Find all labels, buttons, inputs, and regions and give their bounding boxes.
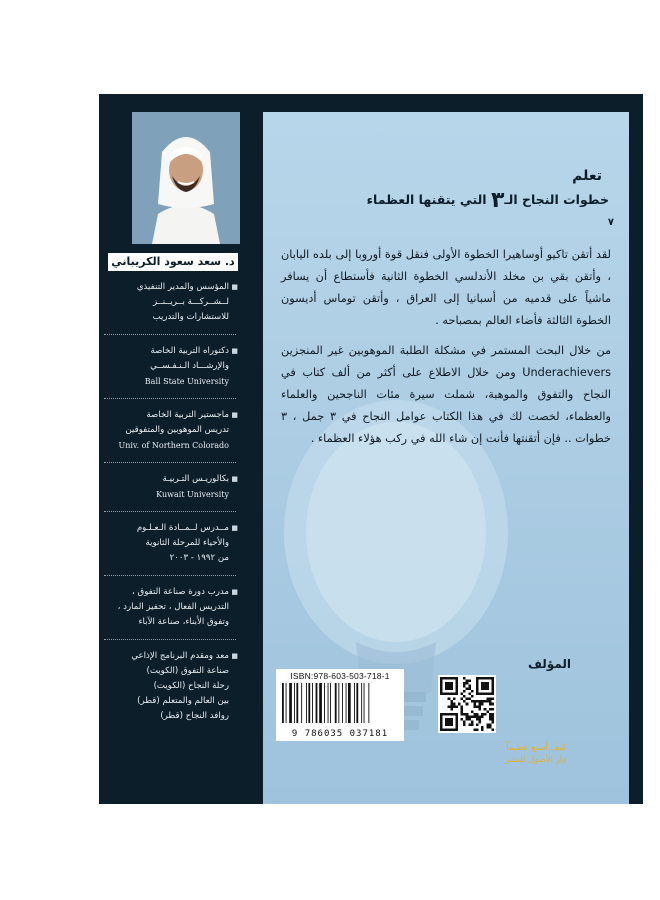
publisher-line: دار الأصول للنشر bbox=[505, 755, 566, 765]
divider bbox=[104, 462, 236, 463]
divider bbox=[104, 398, 236, 399]
bio-line: صناعة التفوق (الكويت) bbox=[146, 666, 229, 676]
english-term: Underachievers bbox=[522, 366, 611, 379]
bullet-icon: ■ bbox=[231, 347, 238, 355]
bullet-icon: ■ bbox=[231, 524, 238, 532]
bio-line: دكتوراه التربية الخاصة bbox=[150, 346, 229, 356]
author-photo bbox=[132, 112, 240, 244]
barcode bbox=[276, 669, 404, 741]
qr-code-icon[interactable] bbox=[438, 675, 496, 733]
title-sub: ٧ bbox=[607, 217, 614, 228]
blurb-paragraph: لقد أتقن تاكيو أوساهيرا الخطوة الأولى فنقل قوة أوروبا إلى بلده اليابان ، وأتقن بقي بن مخلد الأندلسي الخطوة الثانية فأستطاع أن يسافر ماشياً على قدميه من أسبانيا إلى العراق ، وأتقن توماس أديسون الخطوة الثالثة فأضاء العالم بمصباحه . bbox=[281, 248, 611, 327]
bullet-icon: ■ bbox=[231, 411, 238, 419]
bio-line-english: Ball State University bbox=[144, 377, 229, 386]
bio-line: لــشــركـــة بــريــنــز bbox=[152, 297, 229, 307]
bio-line: ماجستير التربية الخاصة bbox=[146, 410, 229, 420]
bio-line-english: Kuwait University bbox=[156, 490, 229, 499]
divider bbox=[104, 511, 236, 512]
bio-item bbox=[104, 280, 238, 325]
bio-line: بكالوريـس التـربيـة bbox=[162, 474, 229, 484]
author-name: د. سعد سعود الكريباني bbox=[108, 253, 238, 271]
divider bbox=[104, 639, 236, 640]
blurb bbox=[281, 244, 611, 458]
isbn-text: ISBN:978-603-503-718-1 bbox=[290, 671, 390, 681]
bio-line: من ١٩٩٢ - ٢٠٠٣ bbox=[169, 553, 229, 563]
bio-line: للاستشارات والتدريب bbox=[152, 312, 229, 322]
bio-line: تدريس الموهوبين والمتفوقين bbox=[125, 425, 229, 435]
title-part: التي يتقنها العظماء bbox=[366, 192, 491, 207]
book-title bbox=[367, 188, 609, 213]
barcode-number: 9 786035 037181 bbox=[291, 729, 389, 739]
bio-line: روافد النجاح (قطر) bbox=[160, 711, 229, 721]
bullet-icon: ■ bbox=[231, 588, 238, 596]
bio-item bbox=[104, 521, 238, 566]
bio-line-english: Univ. of Northern Colorado bbox=[118, 441, 229, 450]
bio-item bbox=[104, 472, 238, 502]
bio-line: معد ومقدم البرنامج الإذاعي bbox=[131, 651, 229, 661]
bio-line: التدريس الفعال ، تحفيز المارد ، bbox=[117, 602, 229, 612]
barcode-bars bbox=[276, 681, 404, 725]
blurb-paragraph bbox=[281, 340, 611, 450]
title-learn: تعلم bbox=[572, 168, 602, 184]
bio-line: رحلة النجاح (الكويت) bbox=[153, 681, 229, 691]
blurb-part: ومن خلال الاطلاع على أكثر من ألف كتاب في النجاح والتفوق والموهبة، شملت سيرة مئات الناجحين والعلماء والعظماء، لخصت لك في هذا الكتاب عوامل النجاح في ٣ جمل ، ٣ خطوات .. فإن أتقنتها فأنت إن شاء الله في ركب هؤلاء العظماء . bbox=[281, 366, 611, 445]
publisher-logo bbox=[436, 742, 566, 766]
signature: المؤلف bbox=[528, 657, 571, 671]
bio-item bbox=[104, 408, 238, 453]
bio-line: بين العالم والمتعلم (قطر) bbox=[137, 696, 229, 706]
title-part: خطوات النجاح الـ bbox=[504, 192, 609, 207]
author-bio bbox=[104, 280, 238, 724]
bio-line: مــدرس لــمــادة الـعـلـوم bbox=[136, 523, 229, 533]
bio-line: والإرشـــاد الـنـفـســي bbox=[150, 361, 229, 371]
bio-line: المؤسس والمدير التنفيذي bbox=[136, 282, 229, 292]
blurb-part: من خلال البحث المستمر في مشكلة الطلبة الموهوبين غير المنجزين bbox=[281, 344, 611, 357]
publisher-line: كيف أصنع عظيماً bbox=[506, 743, 566, 753]
bio-item bbox=[104, 344, 238, 389]
bio-item bbox=[104, 649, 238, 724]
bio-line: مدرب دورة صناعة التفوق ، bbox=[132, 587, 229, 597]
bio-line: والأحياء للمرحلة الثانوية bbox=[145, 538, 229, 548]
divider bbox=[104, 334, 236, 335]
bio-item bbox=[104, 585, 238, 630]
bullet-icon: ■ bbox=[231, 283, 238, 291]
bio-line: وتفوق الأبناء، صناعة الآباء bbox=[138, 617, 229, 627]
divider bbox=[104, 575, 236, 576]
title-number: ٣ bbox=[490, 188, 505, 213]
bullet-icon: ■ bbox=[231, 475, 238, 483]
bullet-icon: ■ bbox=[231, 652, 238, 660]
